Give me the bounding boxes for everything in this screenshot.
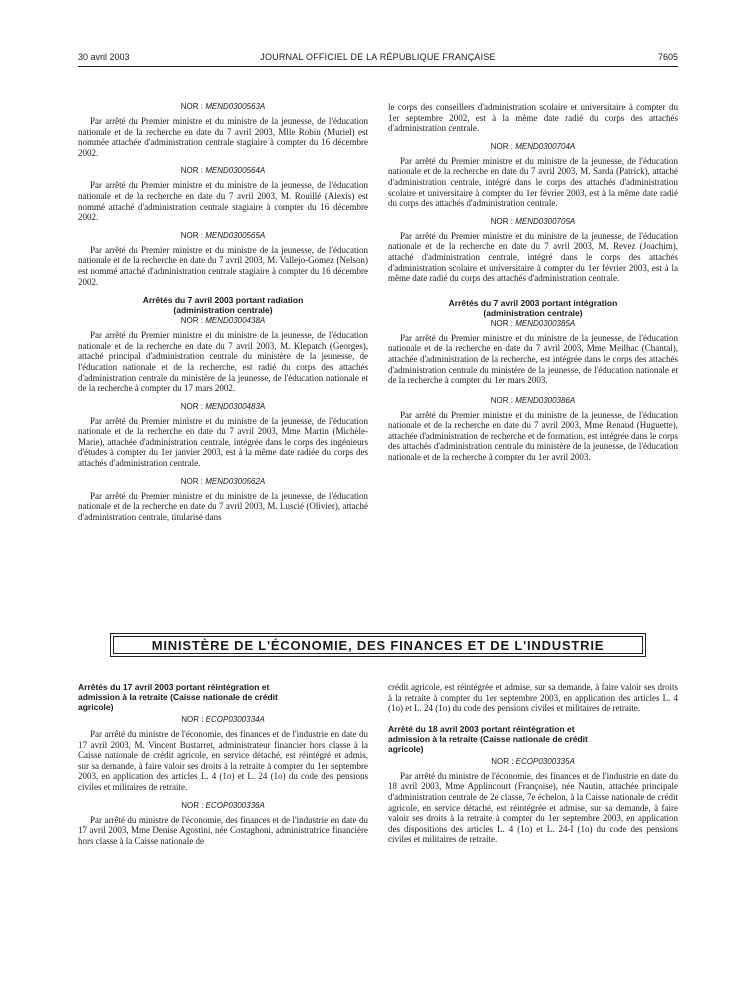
nor-code: MEND0300705A [515,216,576,226]
section-heading-line: admission à la retraite (Caisse nationale de crédit [388,733,588,744]
nor-reference [388,142,678,152]
nor-reference [78,102,368,112]
nor-reference [78,477,368,487]
nor-code: MEND0300704A [515,141,576,151]
section-heading-line: Arrêtés du 7 avril 2003 portant radiation [142,295,304,306]
decree-paragraph: Par arrêté du Premier ministre et du ministre de la jeunesse, de l'éducation nationale et de la recherche en date du 7 avril 2003, Mme Martin (Michèle-Marie), attachée d'administration centrale, intégrée dans le corps des ingénieurs d'études à compter du 1er janvier 2003, est à la même date radiée du corps des attachés d'administration centrale. [78,415,368,469]
nor-reference [78,801,368,811]
nor-code: MEND0300438A [205,316,266,326]
nor-code: MEND0300562A [205,476,266,486]
page-header [78,52,678,66]
nor-reference [388,217,678,227]
section-heading-line: Arrêté du 18 avril 2003 portant réintégration et [388,723,575,734]
ministry-title: MINISTÈRE DE L'ÉCONOMIE, DES FINANCES ET DE L'INDUSTRIE [151,637,605,653]
decree-paragraph: Par arrêté du Premier ministre et du ministre de la jeunesse, de l'éducation nationale et de la recherche en date du 7 avril 2003, M. Revez (Joachim), attaché d'administration centrale, intégré dans le corps des attachés d'administration scolaire et universitaire à compter du 1er février 2003, est à la même date radié du corps des attachés d'administration centrale. [388,230,678,284]
nor-label: NOR : [181,715,204,724]
nor-code: MEND0300386A [515,395,576,405]
nor-label: NOR : [490,141,513,151]
decree-paragraph: Par arrêté du Premier ministre et du ministre de la jeunesse, de l'éducation nationale et de la recherche en date du 7 avril 2003, M. Luscié (Olivier), attaché d'administration centrale, titularisé dans [78,490,368,522]
decree-paragraph: Par arrêté du Premier ministre et du ministre de la jeunesse, de l'éducation nationale et de la recherche en date du 7 avril 2003, M. Klepatch (Georges), attaché principal d'administration centrale du ministère de la jeunesse, de l'éducation nationale et de la recherche, est radié du corps des attachés d'administration centrale du ministère de la jeunesse, de l'éducation nationale et de la recherche à compter du 17 mars 2002. [78,330,368,394]
nor-label: NOR : [180,230,203,240]
nor-reference [78,166,368,176]
section-heading [78,295,368,315]
nor-code: MEND0300483A [205,401,266,411]
decree-paragraph-continued: le corps des conseillers d'administration scolaire et universitaire à compter du 1er septembre 2002, est à la même date radié du corps des attachés d'administration centrale. [388,102,678,134]
nor-label: NOR : [180,401,203,411]
nor-reference [78,402,368,412]
nor-label: NOR : [490,318,513,328]
decree-paragraph: Par arrêté du Premier ministre et du ministre de la jeunesse, de l'éducation nationale et de la recherche en date du 7 avril 2003, M. Rouillé (Alexis) est nommé attaché d'administration centrale stagiaire à compter du 16 décembre 2002. [78,180,368,223]
nor-code: ECOP0300334A [205,715,265,724]
decree-paragraph: Par arrêté du Premier ministre et du ministre de la jeunesse, de l'éducation nationale et de la recherche en date du 7 avril 2003, M. Sarda (Patrick), attaché d'administration centrale, intégré dans le corps des attachés d'administration scolaire et universitaire à compter du 1er février 2003, est à la même date radié du corps des attachés d'administration centrale. [388,155,678,209]
nor-code: MEND0300564A [205,166,266,176]
nor-label: NOR : [181,800,204,810]
nor-code: MEND0300563A [205,102,266,111]
decree-paragraph: Par arrêté du Premier ministre et du ministre de la jeunesse, de l'éducation nationale et de la recherche en date du 7 avril 2003, Mme Renaud (Huguette), attachée d'administration de recherche et de formation, est intégrée dans le corps des attachés d'administration centrale du ministère de la jeunesse, de l'éducation nationale et de la recherche à compter du 1er avril 2003. [388,409,678,463]
section-heading-line: agricole) [388,743,424,754]
decree-paragraph: Par arrêté du ministre de l'économie, des finances et de l'industrie en date du 17 avril 2003, Mme Denise Agostini, née Costaghoni, administratrice financière hors classe à la Caisse nationale de [78,814,368,846]
top-right-column [388,96,678,471]
decree-paragraph: Par arrêté du Premier ministre et du ministre de la jeunesse, de l'éducation nationale et de la recherche en date du 7 avril 2003, M. Vallejo-Gomez (Nelson) est nommé attaché d'administration centrale stagiaire à compter du 16 décembre 2002. [78,244,368,287]
section-heading-line: (administration centrale) [173,305,273,316]
nor-label: NOR : [490,216,513,226]
top-left-column [78,96,368,530]
section-heading-line: Arrêtés du 17 avril 2003 portant réintégration et [78,682,270,692]
decree-paragraph: Par arrêté du Premier ministre et du ministre de la jeunesse, de l'éducation nationale et de la recherche en date du 7 avril 2003, Mme Meilhac (Chantal), attachée d'administration de la recherche, est intégrée dans le corps des attachés d'administration centrale du ministère de la jeunesse, de l'éducation nationale et de la recherche à compter du 1er mars 2003. [388,332,678,386]
nor-label: NOR : [180,102,203,111]
bottom-right-column [388,682,678,853]
section-heading [78,682,368,712]
nor-code: ECOP0300336A [205,800,265,810]
ministry-banner [110,633,646,657]
decree-paragraph: Par arrêté du ministre de l'économie, des finances et de l'industrie en date du 17 avril 2003, M. Vincent Bustarret, administrateur financier hors classe à la Caisse nationale de crédit agricole, en service détaché, est réintégré et admis, sur sa demande, à faire valoir ses droits à la retraite à compter du 1er septembre 2003, en application des articles L. 4 (1o) et L. 24 (1o) du code des pensions civiles et militaires de retraite. [78,729,368,792]
journal-title: JOURNAL OFFICIEL DE LA RÉPUBLIQUE FRANÇAISE [260,52,496,62]
header-date: 30 avril 2003 [78,52,130,62]
section-heading-line: agricole) [78,702,114,712]
section-heading [388,724,678,754]
nor-label: NOR : [180,316,203,326]
decree-paragraph-continued: crédit agricole, est réintégrée et admise, sur sa demande, à faire valoir ses droits à la retraite à compter du 1er septembre 2003, en application des articles L. 4 (1o) et L. 24 (1o) du code des pensions civiles et militaires de retraite. [388,682,678,714]
section-heading-line: (administration centrale) [483,307,583,318]
nor-label: NOR : [490,395,513,405]
decree-paragraph: Par arrêté du ministre de l'économie, des finances et de l'industrie en date du 18 avril 2003, Mme Applincourt (Françoise), née Nautin, attachée principale d'administration centrale de 2e classe, 7e échelon, à la Caisse nationale de crédit agricole, en service détaché, est réintégrée et admise, sur sa demande, à faire valoir ses droits à la retraite à compter du 1er septembre 2003, en application des dispositions des articles L. 4 (1o) et L. 24-I (1o) du code des pensions civiles et militaires de retraite. [388,770,678,845]
section-heading [388,298,678,318]
bottom-left-column [78,682,368,854]
nor-code: MEND0300385A [515,318,576,328]
page-number: 7605 [657,52,678,62]
nor-reference [388,396,678,406]
nor-reference [78,316,368,326]
section-heading-line: Arrêtés du 7 avril 2003 portant intégration [448,297,618,308]
nor-code: MEND0300565A [205,230,266,240]
nor-reference [388,319,678,329]
nor-code: ECOP0300335A [515,756,575,766]
nor-reference [78,715,368,725]
nor-reference [78,231,368,241]
header-rule [78,66,678,67]
decree-paragraph: Par arrêté du Premier ministre et du ministre de la jeunesse, de l'éducation nationale et de la recherche en date du 7 avril 2003, Mlle Robin (Muriel) est nommée attachée d'administration centrale stagiaire à compter du 16 décembre 2002. [78,116,368,158]
section-heading-line: admission à la retraite (Caisse nationale de crédit [78,692,278,702]
nor-label: NOR : [180,166,203,176]
nor-label: NOR : [180,476,203,486]
nor-reference [388,757,678,767]
nor-label: NOR : [491,756,514,766]
